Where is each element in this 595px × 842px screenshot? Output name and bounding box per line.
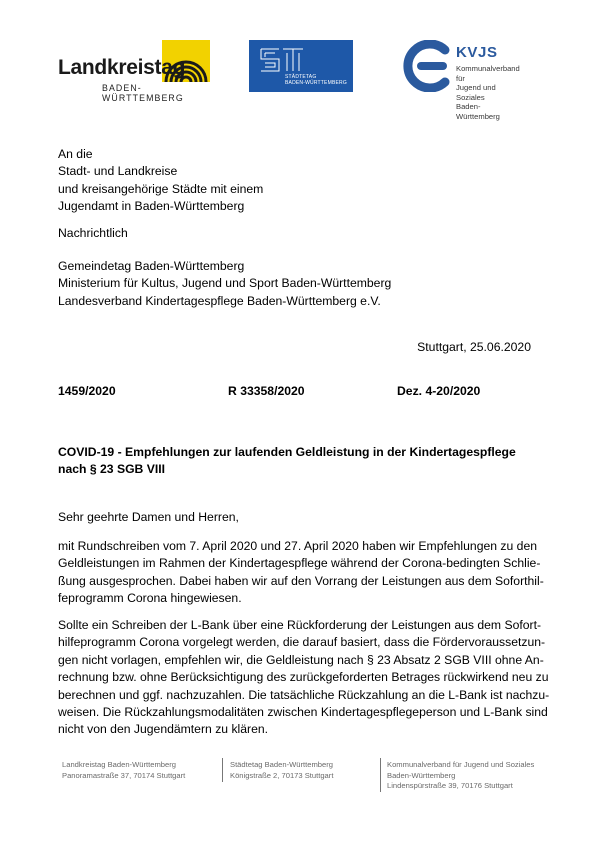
staedtetag-logo	[249, 40, 353, 92]
footer-landkreistag	[62, 760, 185, 781]
recipient-block	[58, 146, 263, 216]
place-date: Stuttgart, 25.06.2020	[417, 340, 531, 354]
paragraph-line: Geldleistungen im Rahmen der Kindertagespflege während der Corona-bedingten Schlie-	[58, 556, 541, 571]
paragraph-line: feprogramm Corona hingewiesen.	[58, 591, 242, 606]
recipient-line: Jugendamt in Baden-Württemberg	[58, 199, 245, 214]
paragraph-line: rechnung bzw. ohne Berücksichtigung des zurückgeforderten Betrages rückwirkend neu zu	[58, 670, 549, 685]
kvjs-subline-3: Baden-Württemberg	[456, 102, 500, 121]
footer-address: Königstraße 2, 70173 Stuttgart	[230, 770, 334, 780]
landkreistag-subline: BADEN-WÜRTTEMBERG	[102, 83, 184, 103]
footer-org-name: Kommunalverband für Jugend und Soziales	[387, 760, 535, 769]
subject-line: nach § 23 SGB VIII	[58, 462, 166, 477]
footer-address: Lindenspürstraße 39, 70176 Stuttgart	[387, 781, 513, 791]
kvjs-emblem-icon	[401, 40, 451, 92]
reference-number-2: R 33358/2020	[228, 384, 305, 398]
footer-kvjs	[387, 760, 534, 792]
info-label: Nachrichtlich	[58, 226, 128, 240]
recipient-line: Stadt- und Landkreise	[58, 164, 178, 179]
footer-org-name-2: Baden-Württemberg	[387, 770, 456, 780]
paragraph-line: mit Rundschreiben vom 7. April 2020 und 27. April 2020 haben wir Empfehlungen zu den	[58, 539, 538, 553]
staedtetag-line-2: BADEN-WÜRTTEMBERG	[285, 80, 347, 86]
paragraph-line: weisen. Die Rückzahlungsmodalitäten zwischen Kindertagespflegeperson und L-Bank sind	[58, 705, 548, 720]
info-recipient-line: Landesverband Kindertagespflege Baden-Württemberg e.V.	[58, 293, 381, 308]
kvjs-subline	[456, 64, 520, 122]
paragraph-line: hilfeprogramm Corona vorgelegt werden, die darauf basiert, dass die Fördervoraussetzun-	[58, 635, 546, 650]
footer-divider	[380, 758, 381, 792]
paragraph-line: nicht von den Jugendämtern zu klären.	[58, 722, 269, 737]
footer-org-name: Städtetag Baden-Württemberg	[230, 760, 333, 769]
footer-staedtetag	[230, 760, 333, 781]
paragraph-line: gen nicht vorlagen, empfehlen wir, die Geldleistung nach § 23 Absatz 2 SGB VIII ohne An-	[58, 652, 544, 667]
footer-divider	[222, 758, 223, 782]
kvjs-wordmark: KVJS	[456, 44, 498, 61]
reference-number-3: Dez. 4-20/2020	[397, 384, 481, 398]
salutation: Sehr geehrte Damen und Herren,	[58, 510, 239, 524]
recipient-line: An die	[58, 147, 93, 161]
paragraph-line: berechnen und ggf. nachzuzahlen. Die tatsächliche Rückzahlung an die L-Bank ist nachzu-	[58, 687, 550, 702]
footer-org-name: Landkreistag Baden-Württemberg	[62, 760, 176, 769]
staedtetag-st-icon	[259, 47, 305, 73]
staedtetag-label	[285, 74, 347, 86]
info-recipient-line: Gemeindetag Baden-Württemberg	[58, 259, 245, 273]
footer-address: Panoramastraße 37, 70174 Stuttgart	[62, 770, 186, 780]
subject-line: COVID-19 - Empfehlungen zur laufenden Geldleistung in der Kindertagespflege	[58, 445, 516, 459]
staedtetag-line-1: STÄDTETAG	[285, 74, 317, 80]
paragraph-1	[58, 538, 544, 608]
landkreistag-wordmark: Landkreistag	[58, 56, 186, 79]
kvjs-subline-1: Kommunalverband für	[456, 64, 520, 83]
reference-number-1: 1459/2020	[58, 384, 116, 398]
info-recipient-line: Ministerium für Kultus, Jugend und Sport Baden-Württemberg	[58, 276, 392, 291]
kvjs-subline-2: Jugend und Soziales	[456, 83, 496, 102]
paragraph-line: ßung ausgesprochen. Dabei haben wir auf den Vorrang der Leistungen aus dem Soforthil-	[58, 573, 544, 588]
recipient-line: und kreisangehörige Städte mit einem	[58, 181, 264, 196]
info-recipient-block	[58, 258, 391, 310]
subject	[58, 444, 516, 479]
paragraph-line: Sollte ein Schreiben der L-Bank über eine Rückforderung der Leistungen aus dem Sofort-	[58, 618, 542, 632]
paragraph-2	[58, 617, 549, 739]
